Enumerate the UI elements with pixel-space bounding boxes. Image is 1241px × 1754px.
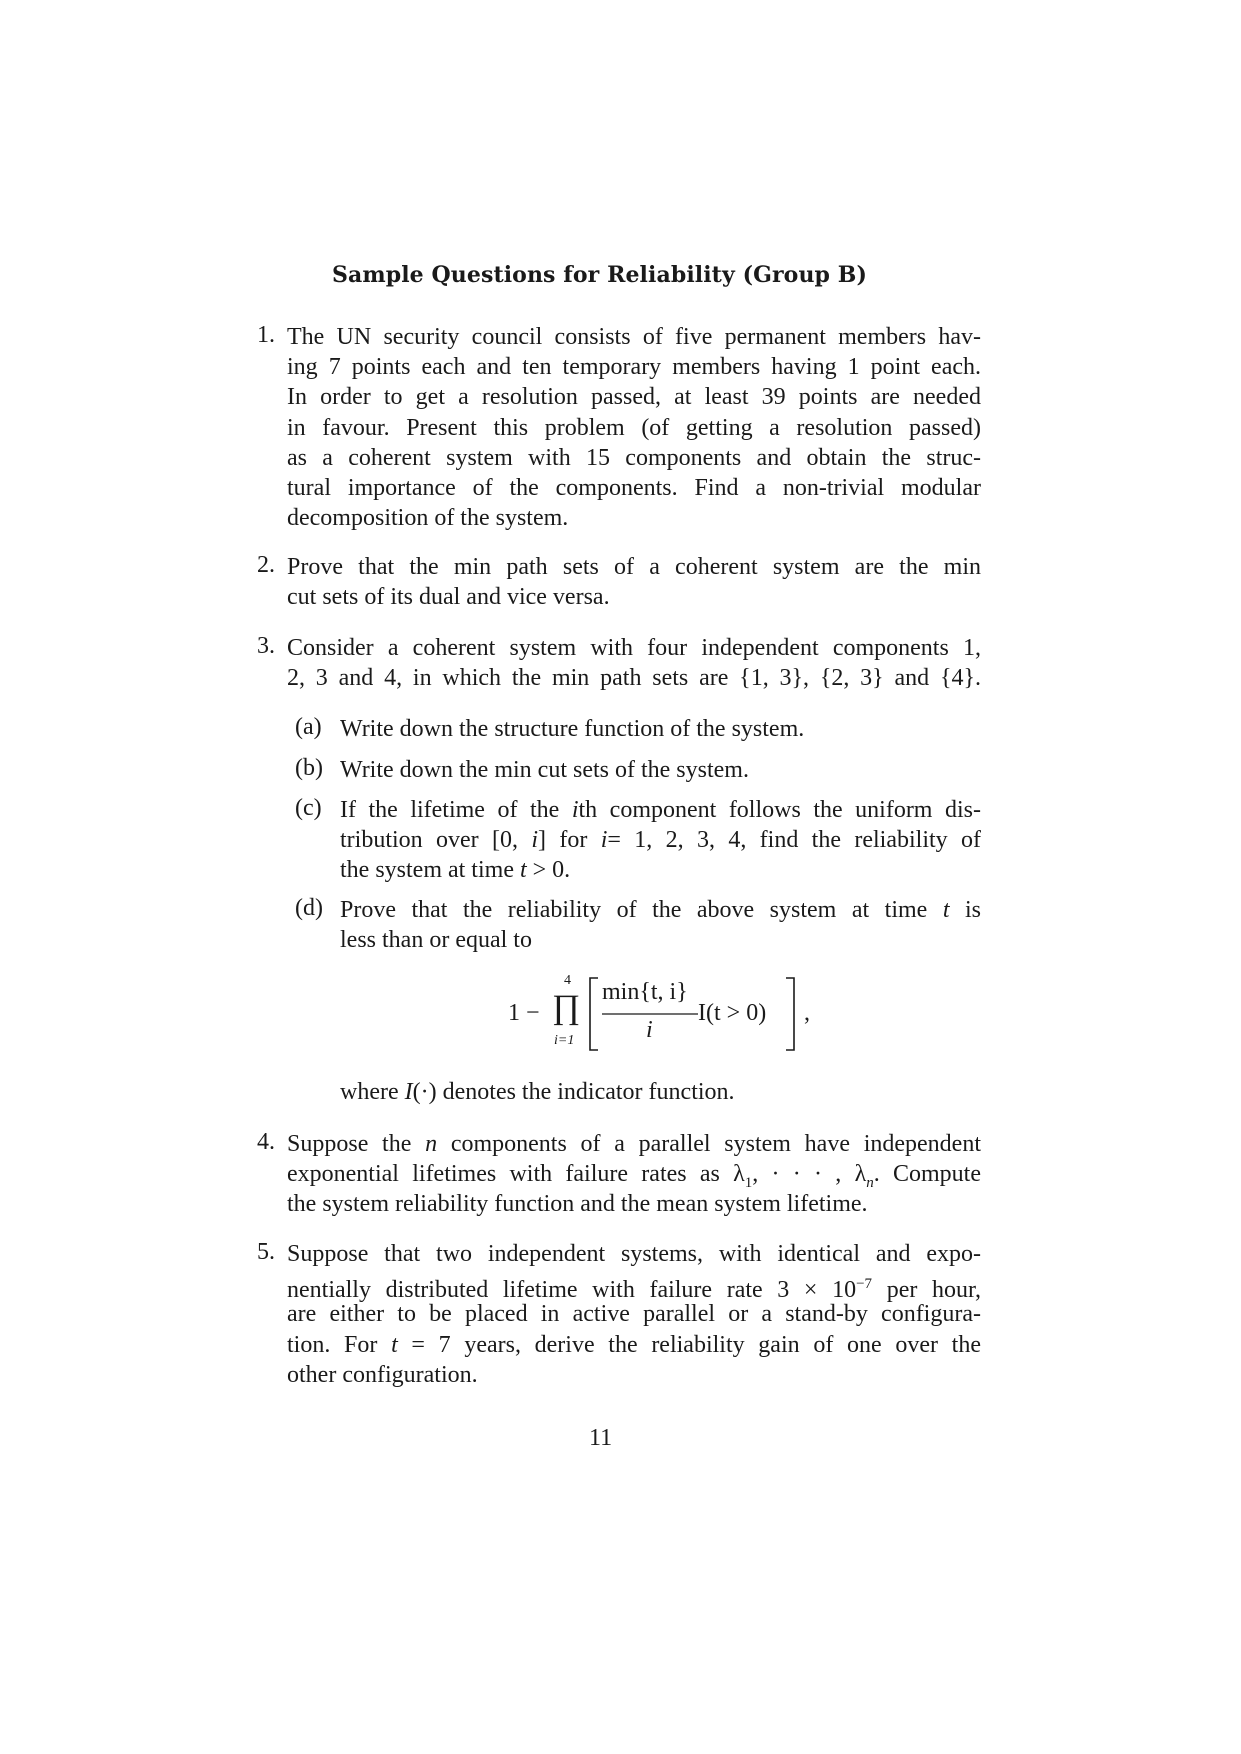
text-line: Suppose the n components of a parallel system have independent [287, 1131, 981, 1157]
product-upper-limit: 4 [564, 973, 571, 988]
page-number: 11 [589, 1425, 613, 1451]
fraction-numerator: min{t, i} [602, 979, 688, 1005]
product-formula [508, 975, 828, 1055]
text-line: tribution over [0, i] for i= 1, 2, 3, 4, find the reliability of [340, 827, 982, 854]
text-line: If the lifetime of the ith component follows the uniform dis- [340, 797, 981, 823]
sub-question-label: (a) [295, 714, 322, 740]
fraction-bar [602, 1013, 698, 1015]
text-line: other configuration. [287, 1361, 478, 1388]
fraction-denominator: i [646, 1017, 653, 1043]
question-3 [257, 633, 981, 693]
sub-question-label: (d) [295, 895, 323, 921]
question-2 [257, 552, 981, 612]
sub-question-label: (b) [295, 755, 323, 781]
text-line: tion. For t = 7 years, derive the reliability gain of one over the [287, 1331, 981, 1358]
question-number: 2. [257, 552, 275, 578]
text-line: Prove that the min path sets of a coherent system are the min [287, 554, 981, 580]
question-3b [295, 755, 981, 785]
text-line: ing 7 points each and ten temporary members having 1 point each. [287, 354, 981, 381]
text-line: as a coherent system with 15 components and obtain the struc- [287, 444, 981, 471]
question-3a [295, 714, 981, 744]
text-line: Write down the structure function of the system. [340, 716, 805, 742]
question-5 [257, 1239, 981, 1390]
text-line: the system reliability function and the mean system lifetime. [287, 1191, 868, 1218]
indicator-term: I(t > 0) [698, 1000, 767, 1026]
text-line: 2, 3 and 4, in which the min path sets are {1, 3}, {2, 3} and {4}. [287, 665, 981, 692]
formula-where-clause [295, 1077, 981, 1107]
page-title: Sample Questions for Reliability (Group B) [332, 262, 867, 288]
text-line: Suppose that two independent systems, with identical and expo- [287, 1241, 981, 1267]
text-line: in favour. Present this problem (of getting a resolution passed) [287, 414, 981, 441]
text-line: less than or equal to [340, 927, 532, 954]
text-line: tural importance of the components. Find a non-trivial modular [287, 474, 981, 501]
text-line: cut sets of its dual and vice versa. [287, 584, 610, 611]
question-3c [295, 795, 981, 886]
text-line: Prove that the reliability of the above system at time t is [340, 897, 981, 923]
text-line: Write down the min cut sets of the system. [340, 757, 749, 783]
text-line: In order to get a resolution passed, at least 39 points are needed [287, 384, 981, 411]
formula-one-minus: 1 − [508, 1000, 540, 1026]
text-line: The UN security council consists of five permanent members hav- [287, 324, 981, 350]
product-symbol: ∏ [552, 989, 580, 1026]
question-number: 5. [257, 1239, 275, 1265]
text-line: are either to be placed in active parallel or a stand-by configura- [287, 1301, 981, 1328]
text-line: nentially distributed lifetime with failure rate $3 \times 10^{-7}$ per hour, [287, 1276, 981, 1304]
text-line: the system at time t > 0. [340, 857, 571, 884]
text-line: exponential lifetimes with failure rates as $\lambda_1$, · · · , $\lambda_n$. Compute [287, 1161, 981, 1191]
product-lower-limit: i=1 [554, 1033, 575, 1048]
question-number: 3. [257, 633, 275, 659]
text-line: where I(·) denotes the indicator function. [340, 1079, 735, 1105]
question-1 [257, 322, 981, 533]
sub-question-label: (c) [295, 795, 322, 821]
question-3d [295, 895, 981, 955]
question-number: 4. [257, 1129, 275, 1155]
text-line: Consider a coherent system with four independent components 1, [287, 635, 981, 661]
right-bracket [784, 977, 796, 1051]
question-4 [257, 1129, 981, 1220]
text-line: decomposition of the system. [287, 505, 569, 532]
left-bracket [588, 977, 600, 1051]
question-number: 1. [257, 322, 275, 348]
formula-comma: , [804, 1000, 810, 1026]
